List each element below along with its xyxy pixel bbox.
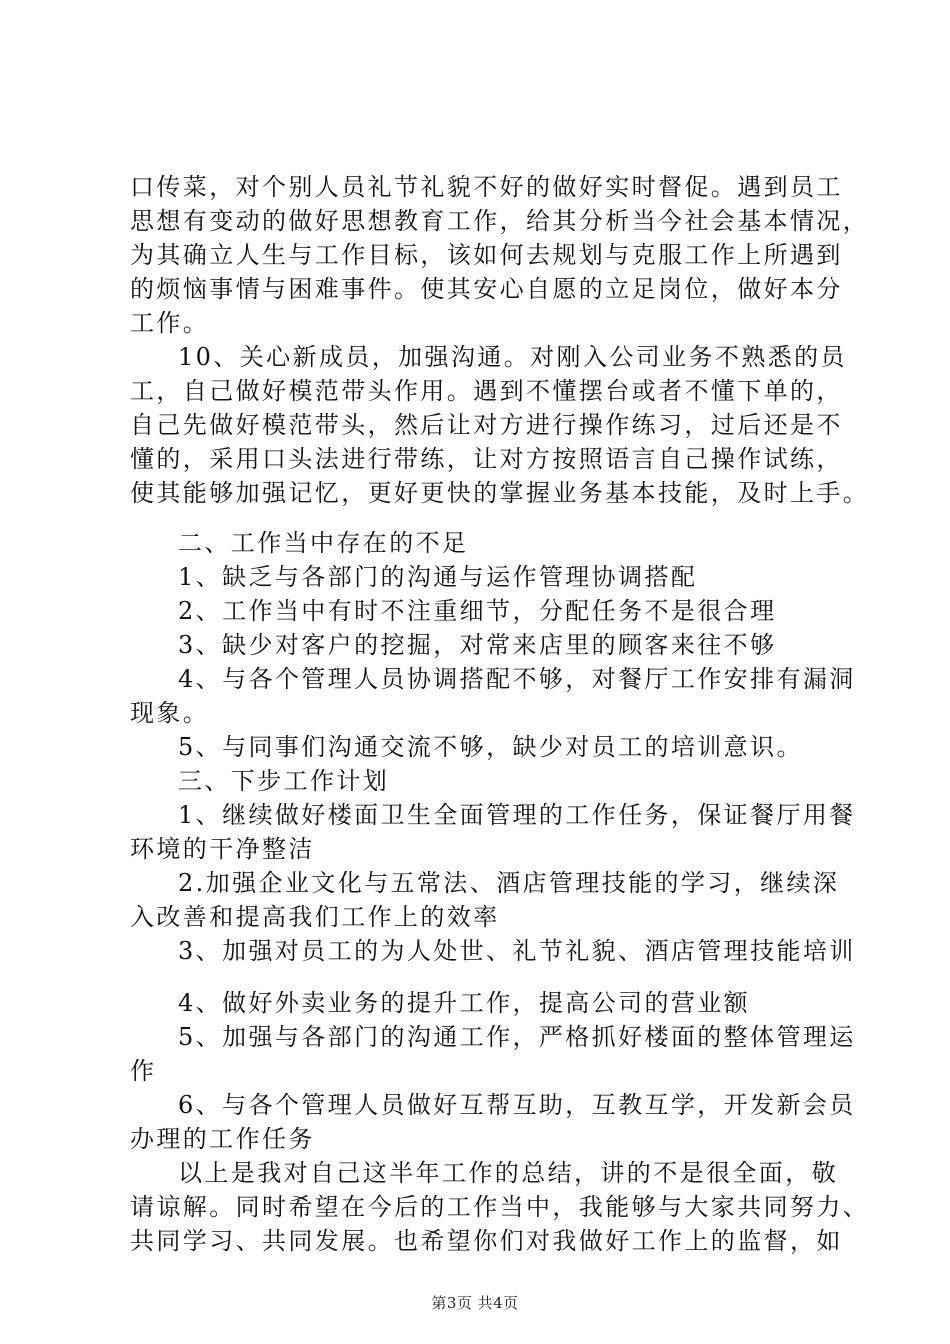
list-item: 2.加强企业文化与五常法、酒店管理技能的学习，继续深: [178, 869, 840, 897]
list-item-continuation: 环境的干净整洁: [130, 835, 315, 863]
paragraph-line: 工作。: [130, 309, 210, 337]
list-item-continuation: 入改善和提高我们工作上的效率: [130, 903, 500, 931]
list-item-continuation: 作: [130, 1057, 157, 1085]
section-heading: 二、工作当中存在的不足: [178, 529, 469, 557]
list-item: 3、缺少对客户的挖掘，对常来店里的顾客来往不够: [178, 631, 777, 659]
list-item: 4、与各个管理人员协调搭配不够，对餐厅工作安排有漏洞: [178, 665, 856, 693]
paragraph-line: 自己先做好模范带头，然后让对方进行操作练习，过后还是不: [130, 411, 843, 439]
list-item: 4、做好外卖业务的提升工作，提高公司的营业额: [178, 989, 751, 1017]
paragraph-line: 懂的，采用口头法进行带练，让对方按照语言自己操作试练，: [130, 445, 843, 473]
section-heading: 三、下步工作计划: [178, 767, 390, 795]
list-item: 5、加强与各部门的沟通工作，严格抓好楼面的整体管理运: [178, 1023, 856, 1051]
paragraph-line: 使其能够加强记忆，更好更快的掌握业务基本技能，及时上手。: [130, 479, 870, 507]
paragraph-line: 为其确立人生与工作目标，该如何去规划与克服工作上所遇到: [130, 241, 843, 269]
page-footer: 第3页 共4页: [431, 1294, 519, 1312]
list-item: 1、继续做好楼面卫生全面管理的工作任务，保证餐厅用餐: [178, 801, 856, 829]
list-item: 5、与同事们沟通交流不够，缺少对员工的培训意识。: [178, 733, 803, 761]
list-item: 6、与各个管理人员做好互帮互助，互教互学，开发新会员: [178, 1091, 856, 1119]
paragraph-line: 口传菜，对个别人员礼节礼貌不好的做好实时督促。遇到员工: [130, 173, 843, 201]
paragraph-line: 共同学习、共同发展。也希望你们对我做好工作上的监督，如: [130, 1227, 843, 1255]
paragraph-line: 工，自己做好模范带头作用。遇到不懂摆台或者不懂下单的，: [130, 377, 843, 405]
paragraph-line: 以上是我对自己这半年工作的总结，讲的不是很全面，敬: [178, 1159, 838, 1187]
list-item: 3、加强对员工的为人处世、礼节礼貌、酒店管理技能培训: [178, 937, 856, 965]
paragraph-line: 的烦恼事情与困难事件。使其安心自愿的立足岗位，做好本分: [130, 275, 843, 303]
list-item: 2、工作当中有时不注重细节，分配任务不是很合理: [178, 597, 777, 625]
paragraph-line: 10、关心新成员，加强沟通。对刚入公司业务不熟悉的员: [178, 343, 847, 371]
paragraph-line: 请谅解。同时希望在今后的工作当中，我能够与大家共同努力、: [130, 1193, 870, 1221]
paragraph-line: 思想有变动的做好思想教育工作，给其分析当今社会基本情况，: [130, 207, 870, 235]
list-item-continuation: 现象。: [130, 699, 210, 727]
list-item: 1、缺乏与各部门的沟通与运作管理协调搭配: [178, 563, 698, 591]
list-item-continuation: 办理的工作任务: [130, 1125, 315, 1153]
